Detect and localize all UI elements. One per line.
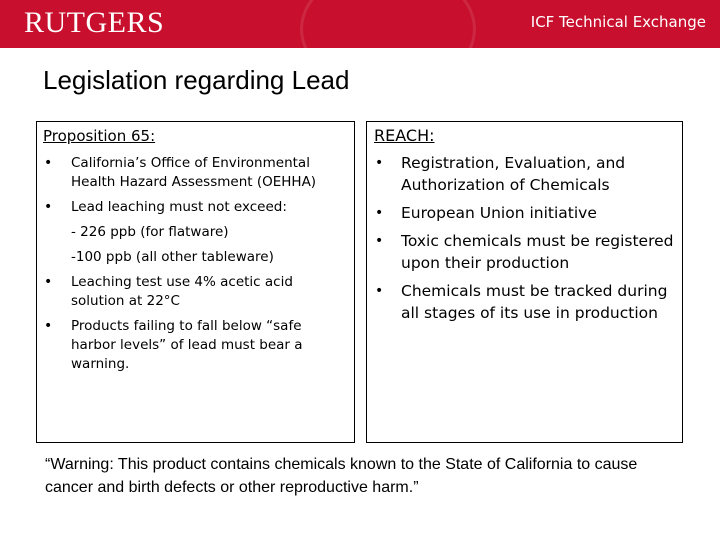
list-item [43, 317, 348, 374]
list-item [43, 154, 348, 192]
list-item [374, 202, 676, 224]
reach-heading: REACH: [374, 126, 435, 145]
header-bar [0, 0, 720, 48]
bullet-icon: • [44, 199, 53, 215]
list-item-text: California’s Office of Environmental Health Hazard Assessment (OEHHA) [71, 155, 317, 190]
bullet-icon: • [375, 205, 384, 221]
bullet-icon: • [375, 155, 384, 171]
list-item-text: European Union initiative [401, 204, 597, 222]
list-item-text: Products failing to fall below “safe harbor levels” of lead must bear a warning. [71, 318, 303, 372]
list-item [374, 230, 676, 274]
list-item [43, 273, 348, 311]
bullet-icon: • [44, 155, 53, 171]
list-item-text: Registration, Evaluation, and Authorization of Chemicals [401, 154, 626, 194]
bullet-icon: • [375, 233, 384, 249]
warning-quote: “Warning: This product contains chemicals known to the State of California to cause cancer and birth defects or other reproductive harm.” [45, 456, 638, 496]
bullet-icon: • [375, 283, 384, 299]
sub-item-tableware: -100 ppb (all other tableware) [71, 249, 274, 265]
proposition-65-list [43, 154, 348, 374]
list-item [43, 198, 348, 267]
proposition-65-heading: Proposition 65: [43, 127, 156, 145]
list-item-text: Lead leaching must not exceed: [71, 199, 287, 215]
event-title: ICF Technical Exchange [530, 13, 706, 31]
list-item [374, 280, 676, 324]
slide-title: Legislation regarding Lead [43, 65, 350, 95]
sub-item-flatware: - 226 ppb (for flatware) [71, 224, 229, 240]
seal-watermark [300, 0, 476, 48]
reach-box [366, 121, 683, 443]
bullet-icon: • [44, 274, 53, 290]
bullet-icon: • [44, 318, 53, 334]
list-item-text: Leaching test use 4% acetic acid solution at 22°C [71, 274, 293, 309]
rutgers-logo: RUTGERS [24, 6, 165, 39]
list-item-text: Toxic chemicals must be registered upon their production [401, 232, 674, 272]
reach-list [374, 152, 676, 324]
proposition-65-box [36, 121, 355, 443]
list-item [374, 152, 676, 196]
list-item-text: Chemicals must be tracked during all stages of its use in production [401, 282, 668, 322]
